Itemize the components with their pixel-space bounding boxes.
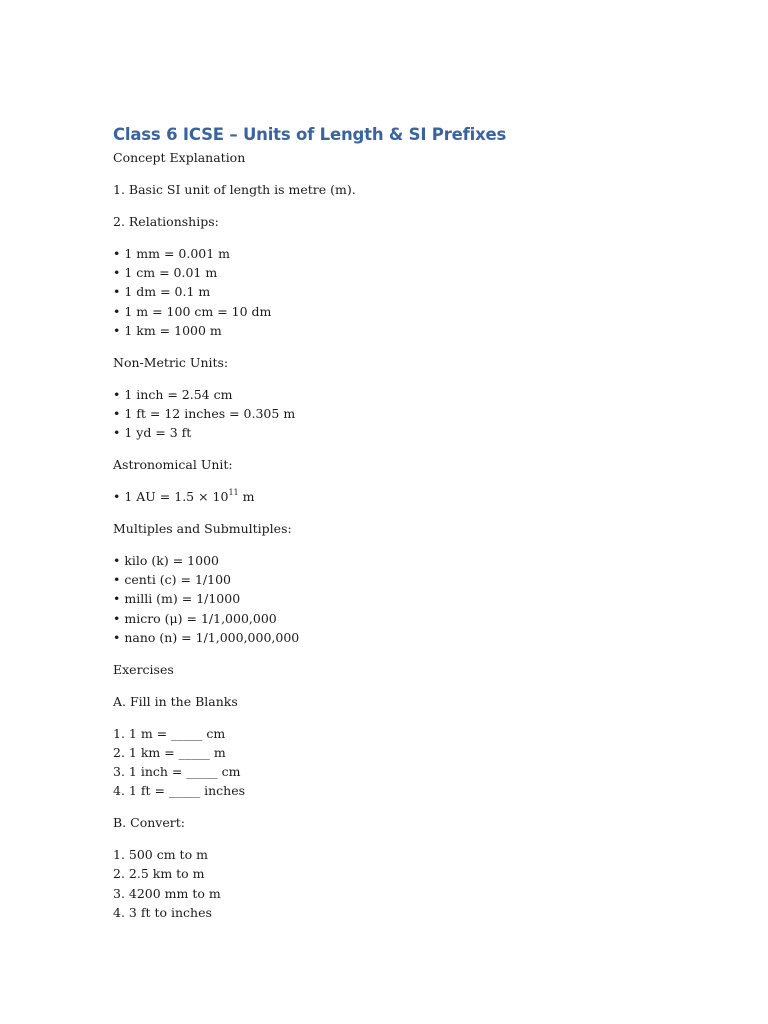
non-metric-list <box>113 385 713 443</box>
point-relationships: 2. Relationships: <box>113 213 219 229</box>
multiples-heading: Multiples and Submultiples: <box>113 521 292 536</box>
list-item: • 1 inch = 2.54 cm <box>113 386 233 402</box>
exercises-heading: Exercises <box>113 661 174 677</box>
astronomical-unit-heading: Astronomical Unit: <box>113 457 233 473</box>
multiples-list <box>113 551 713 647</box>
list-item: • nano (n) = 1/1,000,000,000 <box>113 629 300 645</box>
list-item: 1. 1 m = _____ cm <box>113 725 226 741</box>
astro-prefix: • 1 AU = 1.5 × 10 <box>113 489 229 505</box>
concept-heading: Concept Explanation <box>113 150 246 165</box>
list-item: • 1 ft = 12 inches = 0.305 m <box>113 405 296 421</box>
astro-suffix: m <box>238 489 255 505</box>
relationships-list <box>113 244 713 340</box>
astronomical-unit-item <box>113 487 713 506</box>
list-item: 4. 3 ft to inches <box>113 904 212 920</box>
astro-exponent: 11 <box>228 487 239 497</box>
list-item: 3. 4200 mm to m <box>113 885 221 901</box>
list-item: • 1 mm = 0.001 m <box>113 245 231 261</box>
list-item: • 1 km = 1000 m <box>113 322 222 338</box>
list-item: • milli (m) = 1/1000 <box>113 591 241 607</box>
convert-heading: B. Convert: <box>113 815 185 831</box>
list-item: 3. 1 inch = _____ cm <box>113 764 241 780</box>
list-item: • 1 m = 100 cm = 10 dm <box>113 303 272 319</box>
point-basic-si-unit: 1. Basic SI unit of length is metre (m). <box>113 181 356 197</box>
fill-blanks-list <box>113 724 713 801</box>
list-item: 2. 2.5 km to m <box>113 866 205 882</box>
list-item: • 1 dm = 0.1 m <box>113 284 211 300</box>
document-page <box>113 124 713 922</box>
list-item: • 1 cm = 0.01 m <box>113 265 218 281</box>
list-item: • kilo (k) = 1000 <box>113 552 219 568</box>
list-item: 2. 1 km = _____ m <box>113 744 226 760</box>
list-item: • centi (c) = 1/100 <box>113 572 231 588</box>
list-item: • 1 yd = 3 ft <box>113 425 192 441</box>
list-item: 1. 500 cm to m <box>113 847 208 863</box>
list-item: 4. 1 ft = _____ inches <box>113 783 246 799</box>
non-metric-heading: Non-Metric Units: <box>113 354 229 370</box>
list-item: • micro (μ) = 1/1,000,000 <box>113 610 277 626</box>
fill-blanks-heading: A. Fill in the Blanks <box>113 693 238 709</box>
document-title: Class 6 ICSE – Units of Length & SI Prefixes <box>113 125 507 144</box>
convert-list <box>113 845 713 922</box>
